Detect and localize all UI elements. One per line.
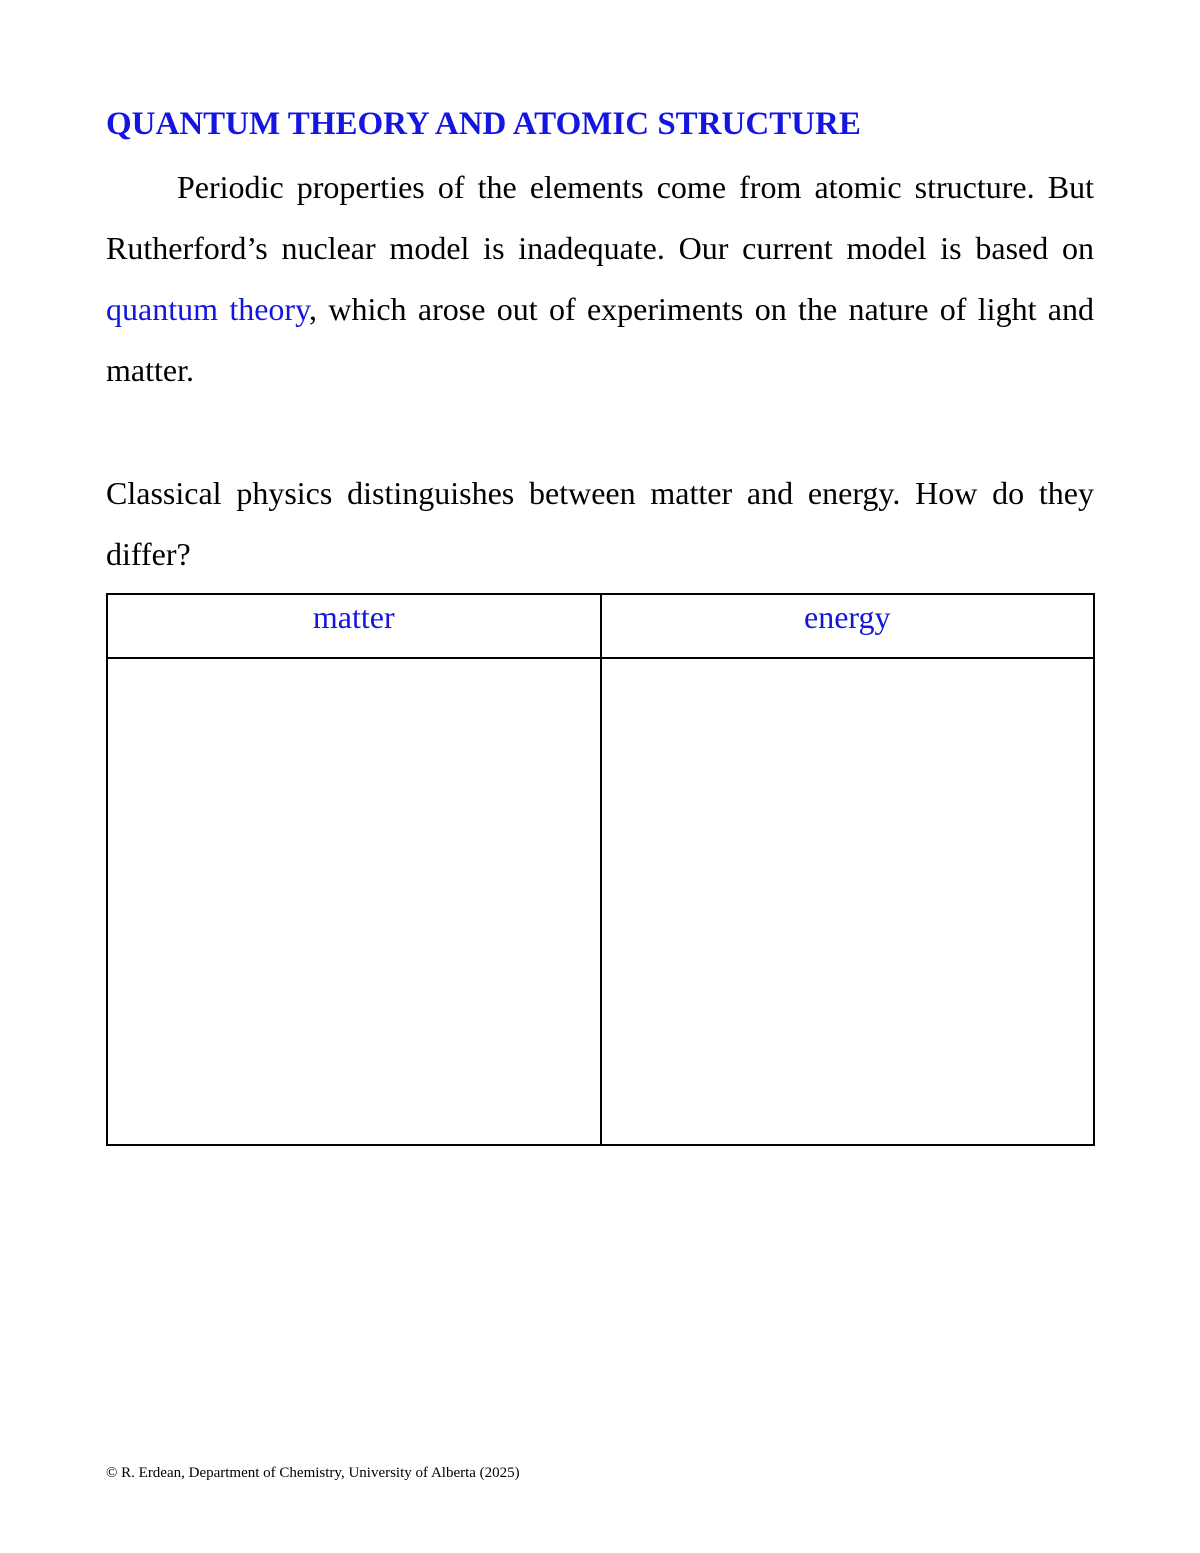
- intro-text-start: Periodic properties of the elements come from atomic structure. But Rutherford’s nuclear model is inadequate. Our current model is based on: [106, 169, 1094, 266]
- matter-column-header: matter: [107, 594, 601, 658]
- energy-answer-cell: [601, 658, 1095, 1145]
- table-row: [107, 658, 1094, 1145]
- quantum-theory-term: quantum theory: [106, 291, 309, 327]
- intro-paragraph: [106, 157, 1094, 401]
- energy-column-header: energy: [601, 594, 1095, 658]
- table-header-row: [107, 594, 1094, 658]
- matter-energy-table: [106, 593, 1095, 1146]
- matter-answer-cell: [107, 658, 601, 1145]
- question-paragraph: Classical physics distinguishes between matter and energy. How do they differ?: [106, 475, 1094, 572]
- copyright-footer: © R. Erdean, Department of Chemistry, University of Alberta (2025): [106, 1465, 520, 1481]
- page-title: QUANTUM THEORY AND ATOMIC STRUCTURE: [106, 106, 861, 142]
- intro-text-end: , which arose out of experiments on the nature of light and matter.: [106, 291, 1095, 388]
